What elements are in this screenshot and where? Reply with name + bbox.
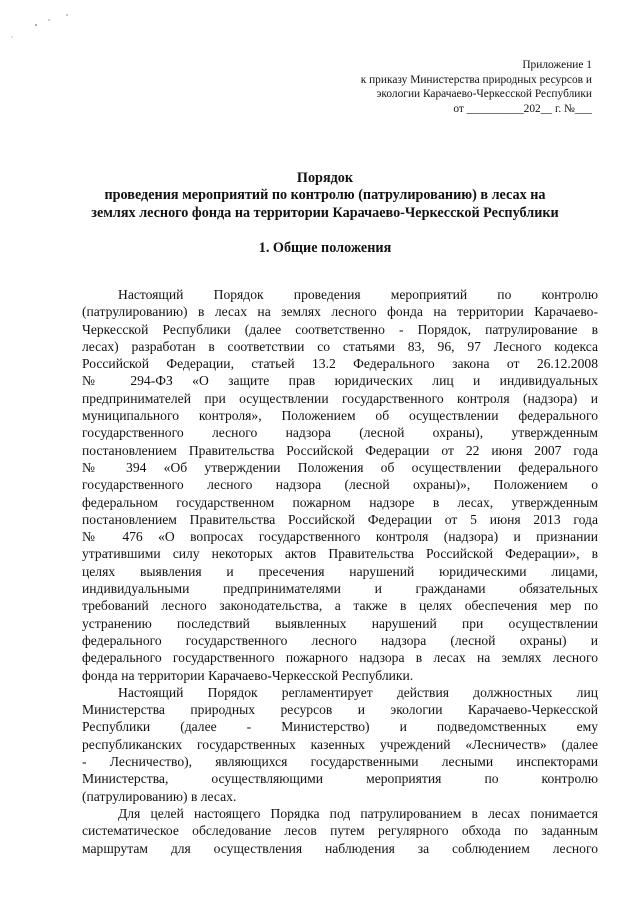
text-line: республиканских государственных казенных учреждений «Лесничеств» (далее [82, 736, 598, 752]
text-line: предпринимателей при осуществлении государственного контроля (надзора) и [82, 390, 598, 406]
text-line: (патрулированию) в лесах. [82, 788, 237, 804]
title-line: проведения мероприятий по контролю (патрулированию) в лесах на [104, 187, 546, 204]
text-line: индивидуальными предпринимателями и гражданами обязательных [82, 581, 598, 597]
text-line: Республики (далее - Министерство) и подведомственных ему [82, 719, 598, 735]
paragraph [82, 805, 598, 857]
text-line: систематическое обследование лесов путем регулярного обхода по заданным [82, 823, 598, 839]
body-text [82, 286, 598, 857]
text-line: постановлением Правительства Российской Федерации от 5 июня 2013 года [82, 511, 598, 527]
text-line: лесах) разработан в соответствии со статьями 83, 96, 97 Лесного кодекса [82, 338, 598, 354]
text-line: государственного лесного надзора (лесной охраны), утвержденным [82, 425, 598, 441]
section-heading: 1. Общие положения [258, 240, 392, 256]
document-title [60, 170, 590, 222]
text-line: Российской Федерации, статьей 13.2 Федерального закона от 26.12.2008 [82, 356, 598, 372]
annex-date-number: от __________202__ г. №___ [453, 102, 592, 115]
text-line: № 476 «О вопросах государственного контроля (надзора) и признании [82, 529, 598, 545]
text-line: - Лесничество), являющихся государственными лесными инспекторами [82, 754, 598, 770]
title-line: Порядок [296, 170, 354, 186]
annex-number: Приложение 1 [522, 59, 592, 71]
paragraph [82, 286, 598, 684]
text-line: № 394 «Об утверждении Положения об осуществлении федерального [82, 459, 598, 475]
title-line: землях лесного фонда на территории Карачаево-Черкесской Республики [91, 204, 559, 221]
text-line: Настоящий Порядок регламентирует действия должностных лиц [118, 684, 598, 700]
text-line: (патрулированию) в лесах на землях лесного фонда на территории Карачаево- [82, 304, 598, 320]
text-line: маршрутам для осуществления наблюдения за соблюдением лесного [82, 840, 598, 856]
text-line: государственного лесного надзора (лесной охраны)», Положением о [82, 477, 598, 493]
text-line: Министерства природных ресурсов и экологии Карачаево-Черкесской [82, 702, 598, 718]
text-line: постановлением Правительства Российской Федерации от 22 июня 2007 года [82, 442, 598, 458]
text-line: федерального государственного пожарного надзора в лесах на землях лесного [82, 650, 598, 666]
text-line: требований лесного законодательства, а также в целях обеспечения мер по [82, 598, 598, 614]
text-line: Черкесской Республики (далее соответственно - Порядок, патрулирование в [82, 321, 598, 337]
text-line: устранению последствий выявленных нарушений при осуществлении [82, 615, 598, 631]
text-line: целях выявления и пресечения нарушений юридическими лицами, [82, 563, 598, 579]
text-line: № 294-ФЗ «О защите прав юридических лиц и индивидуальных [82, 373, 598, 389]
text-line: фонда на территории Карачаево-Черкесской Республики. [82, 667, 414, 683]
annex-order-reference: к приказу Министерства природных ресурсов и [360, 73, 592, 86]
paragraph [82, 684, 598, 805]
annex-header [292, 58, 592, 116]
text-line: муниципального контроля», Положением об осуществлении федерального [82, 408, 598, 424]
text-line: федерального государственного лесного надзора (лесной охраны) и [82, 632, 598, 648]
text-line: Настоящий Порядок проведения мероприятий по контролю [118, 287, 598, 302]
text-line: Для целей настоящего Порядка под патрулированием в лесах понимается [118, 805, 598, 821]
text-line: федеральном государственном пожарном надзоре в лесах, утвержденным [82, 494, 598, 510]
text-line: Министерства, осуществляющими мероприятия по контролю [82, 771, 598, 787]
text-line: утратившими силу некоторых актов Правительства Российской Федерации», в [82, 546, 598, 562]
scan-specks [0, 0, 80, 40]
annex-ministry: экологии Карачаево-Черкесской Республики [376, 88, 592, 101]
